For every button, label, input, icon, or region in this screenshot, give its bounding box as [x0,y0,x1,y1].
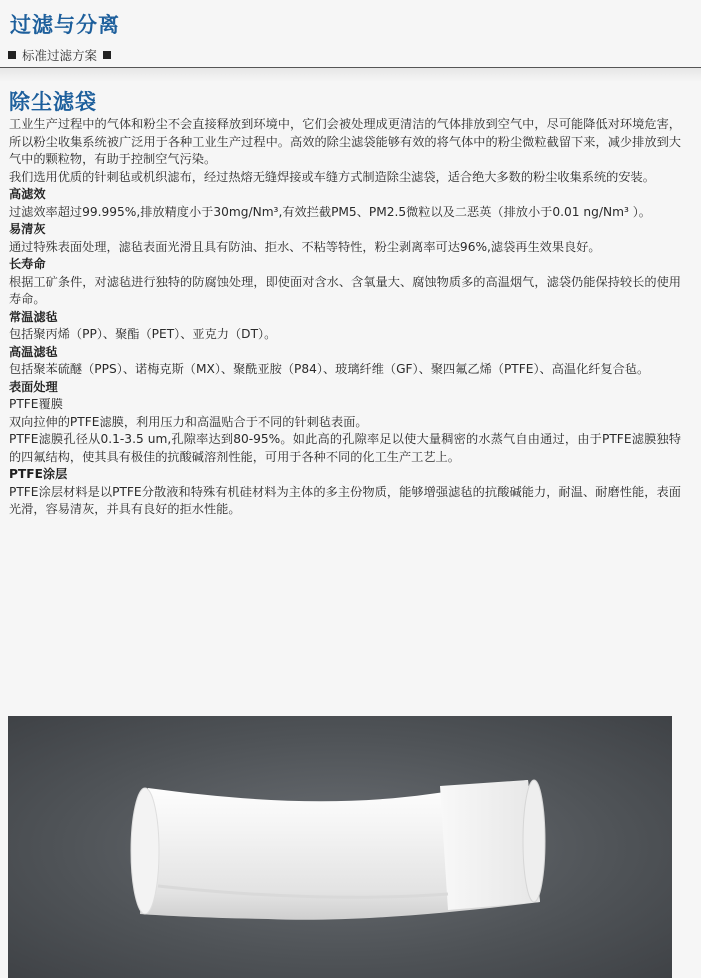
feature-text: 过滤效率超过99.995%,排放精度小于30mg/Nm³,有效拦截PM5、PM2.5微粒以及二恶英（排放小于0.01 ng/Nm³ ）。 [9,204,651,219]
intro-paragraph: 工业生产过程中的气体和粉尘不会直接释放到环境中，它们会被处理成更清洁的气体排放到空气中，尽可能降低对环境危害，所以粉尘收集系统被广泛用于各种工业生产过程中。高效的除尘滤袋能够有效的将气体中的粉尘微粒截留下来，减少排放到大气中的颗粒物，有助于控制空气污染。 [9,117,681,166]
feature-text: PTFE涂层材料是以PTFE分散液和特殊有机硅材料为主体的多主份物质，能够增强滤毡的抗酸碱能力，耐温、耐磨性能，表面光滑，容易清灰，并具有良好的拒水性能。 [9,484,681,516]
feature-heading: 表面处理 [9,379,58,394]
feature-heading: 易清灰 [9,222,46,236]
feature-text: 包括聚丙烯（PP）、聚酯（PET）、亚克力（DT）。 [9,327,277,341]
feature-text: 通过特殊表面处理，滤毡表面光滑且具有防油、拒水、不粘等特性，粉尘剥离率可达96%,滤袋再生效果良好。 [9,239,601,254]
page-title: 过滤与分离 [10,13,120,37]
feature-heading: PTFE涂层 [9,467,68,481]
subtitle-text: 标准过滤方案 [22,48,98,63]
feature-text: 包括聚苯硫醚（PPS）、诺梅克斯（MX）、聚酰亚胺（P84）、玻璃纤维（GF）、聚四氟乙烯（PTFE）、高温化纤复合毡。 [9,362,650,376]
filter-bag-illustration [8,716,672,978]
feature-text: PTFE滤膜孔径从0.1-3.5 um,孔隙率达到80-95%。如此高的孔隙率足以使大量稠密的水蒸气自由通过，由于PTFE滤膜独特的四氟结构，使其具有极佳的抗酸碱溶剂性能，可用于各种不同的化工生产工艺上。 [9,432,681,464]
intro-paragraph: 我们选用优质的针刺毡或机织滤布，经过热熔无缝焊接或车缝方式制造除尘滤袋，适合绝大多数的粉尘收集系统的安装。 [9,169,655,184]
filter-bag-photo [8,716,672,978]
feature-text: 根据工矿条件，对滤毡进行独特的防腐蚀处理，即使面对含水、含氧量大、腐蚀物质多的高温烟气，滤袋仍能保持较长的使用寿命。 [9,274,681,306]
feature-text: 双向拉伸的PTFE滤膜，利用压力和高温贴合于不同的针刺毡表面。 [9,414,368,429]
bullet-square-icon [8,51,16,59]
bullet-square-icon [103,51,111,59]
page-subtitle [8,46,111,64]
feature-heading: 高温滤毡 [9,344,58,359]
feature-text: PTFE覆膜 [9,397,63,411]
feature-heading: 高滤效 [9,187,46,201]
bag-open-end [523,780,545,902]
bag-closed-end [131,788,159,914]
feature-heading: 长寿命 [9,257,46,271]
feature-heading: 常温滤毡 [9,309,58,324]
section-title: 除尘滤袋 [9,90,97,114]
content-body [9,116,681,519]
header-band [0,68,701,82]
